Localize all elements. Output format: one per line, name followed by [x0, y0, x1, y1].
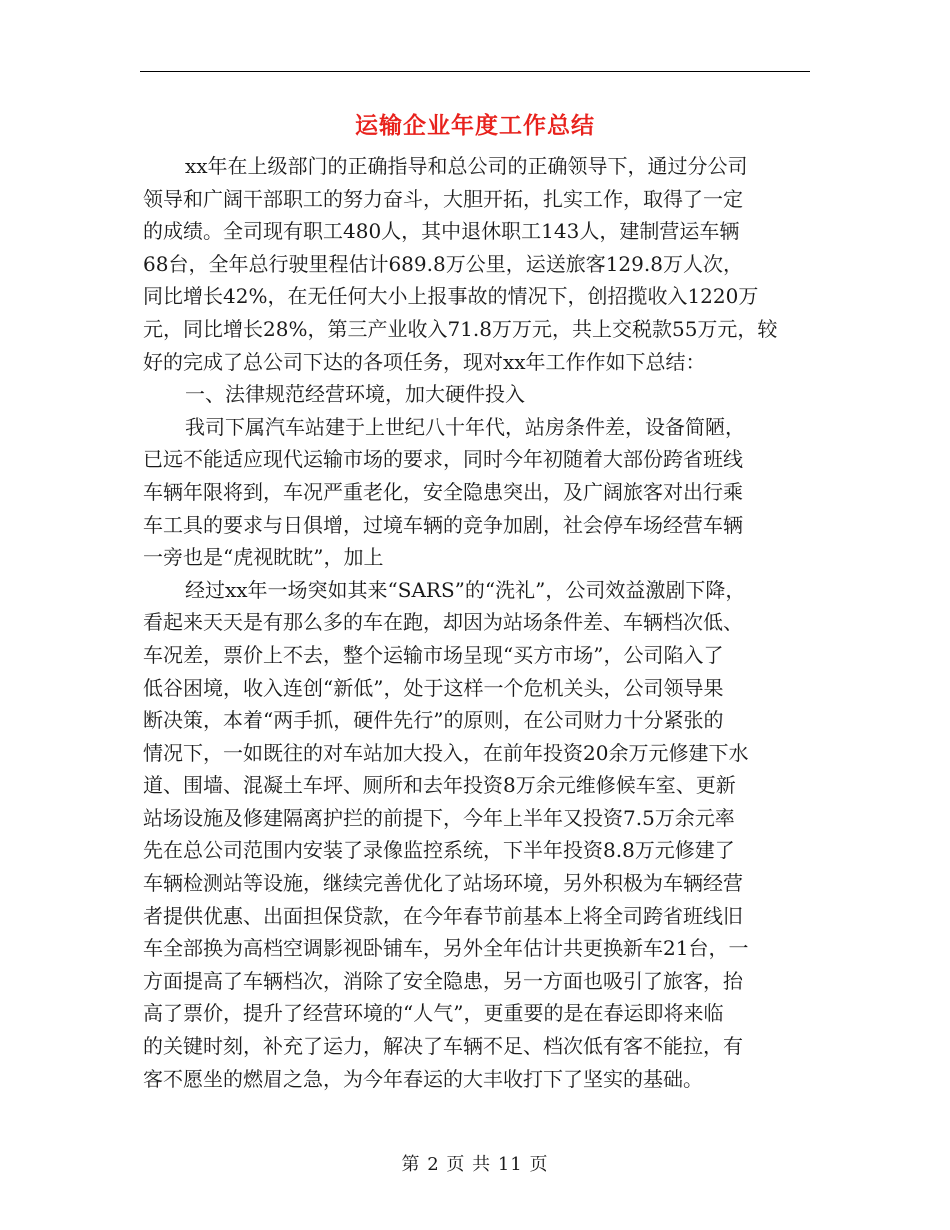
body-line: 看起来天天是有那么多的车在跑，却因为站场条件差、车辆档次低、: [143, 610, 743, 635]
body-line: 低谷困境，收入连创“新低”，处于这样一个危机关头，公司领导果: [143, 675, 724, 700]
body-line: 元，同比增长28%，第三产业收入71.8万万元，共上交税款55万元，较: [143, 316, 778, 341]
document-body: [143, 150, 805, 1095]
body-line: 方面提高了车辆档次，消除了安全隐患，另一方面也吸引了旅客，抬: [143, 968, 743, 993]
body-line: 我司下属汽车站建于上世纪八十年代，站房条件差，设备简陋，: [185, 414, 745, 439]
body-line: 一旁也是“虎视眈眈”，加上: [143, 545, 384, 570]
body-line: 领导和广阔干部职工的努力奋斗，大胆开拓，扎实工作，取得了一定: [143, 186, 743, 211]
body-line: 好的完成了总公司下达的各项任务，现对xx年工作作如下总结：: [143, 349, 706, 374]
body-line: 情况下，一如既往的对车站加大投入，在前年投资20余万元修建下水: [143, 740, 749, 765]
body-line: 道、围墙、混凝土车坪、厕所和去年投资8万余元维修候车室、更新: [143, 773, 736, 798]
body-line: 一、法律规范经营环境，加大硬件投入: [185, 382, 525, 407]
page-number-footer: 第 2 页 共 11 页: [401, 1154, 549, 1175]
header-rule: [140, 71, 810, 72]
body-line: 的关键时刻，补充了运力，解决了车辆不足、档次低有客不能拉，有: [143, 1034, 743, 1059]
body-line: 车全部换为高档空调影视卧铺车，另外全年估计共更换新车21台，一: [143, 936, 749, 961]
body-line: 68台，全年总行驶里程估计689.8万公里，运送旅客129.8万人次，: [143, 251, 743, 276]
document-title: 运输企业年度工作总结: [355, 112, 595, 139]
body-line: 先在总公司范围内安装了录像监控系统，下半年投资8.8万元修建了: [143, 838, 735, 863]
body-line: 车辆年限将到，车况严重老化，安全隐患突出，及广阔旅客对出行乘: [143, 479, 743, 504]
body-line: 车辆检测站等设施，继续完善优化了站场环境，另外积极为车辆经营: [143, 871, 743, 896]
body-line: 高了票价，提升了经营环境的“人气”，更重要的是在春运即将来临: [143, 1001, 724, 1026]
body-line: xx年在上级部门的正确指导和总公司的正确领导下，通过分公司: [185, 154, 748, 178]
body-line: 车工具的要求与日俱增，过境车辆的竞争加剧，社会停车场经营车辆: [143, 512, 743, 537]
body-line: 站场设施及修建隔离护拦的前提下，今年上半年又投资7.5万余元率: [143, 805, 735, 830]
body-line: 已远不能适应现代运输市场的要求，同时今年初随着大部份跨省班线: [143, 447, 743, 472]
body-line: 同比增长42%，在无任何大小上报事故的情况下，创招揽收入1220万: [143, 284, 759, 309]
body-line: 客不愿坐的燃眉之急，为今年春运的大丰收打下了坚实的基础。: [143, 1066, 703, 1091]
body-line: 的成绩。全司现有职工480人，其中退休职工143人，建制营运车辆: [143, 219, 740, 244]
body-line: 经过xx年一场突如其来“SARS”的“洗礼”，公司效益激剧下降，: [185, 577, 746, 602]
body-line: 断决策，本着“两手抓，硬件先行”的原则，在公司财力十分紧张的: [143, 708, 724, 733]
body-line: 车况差，票价上不去，整个运输市场呈现“买方市场”，公司陷入了: [143, 642, 724, 667]
body-line: 者提供优惠、出面担保贷款，在今年春节前基本上将全司跨省班线旧: [143, 903, 743, 928]
